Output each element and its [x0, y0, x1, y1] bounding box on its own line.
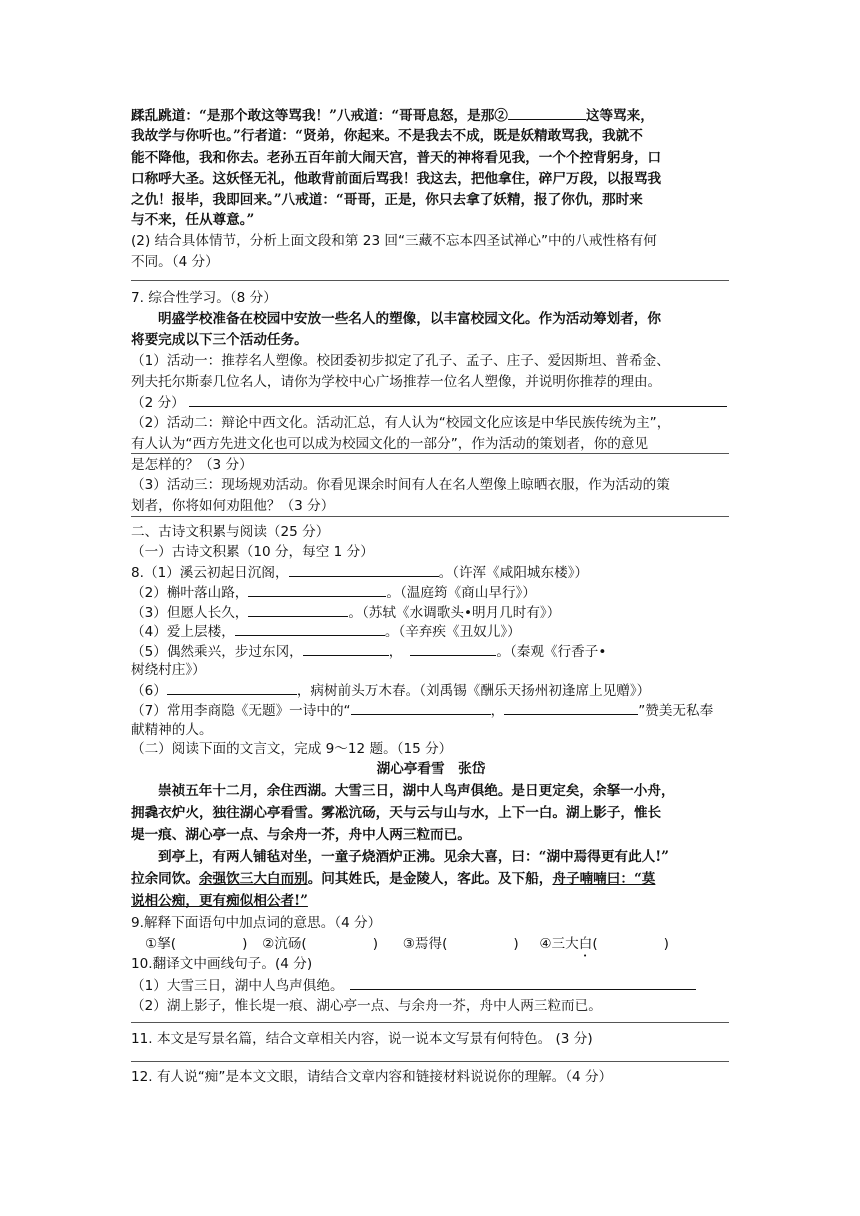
answer-blank[interactable]	[303, 641, 389, 656]
answer-blank[interactable]	[189, 392, 727, 407]
passage-line: 口称呼大圣。这妖怪无礼，他敢背前面后骂我！我这去，把他拿住，碎尸万段，以报骂我	[131, 171, 662, 187]
underlined-sentence: 余强饮三大白而别	[198, 871, 308, 887]
passage-line: 我故学与你听也。”行者道：“贤弟，你起来。不是我去不成，既是妖精敢骂我，我就不	[131, 128, 643, 144]
answer-blank[interactable]	[504, 700, 638, 715]
activity-2: 是怎样的？（3 分）	[131, 457, 253, 473]
question-9-items: ①拏( ) ②沆砀( ) ③焉得( ) ④三大白( )	[145, 936, 669, 952]
answer-blank[interactable]	[410, 641, 496, 656]
question-12: 12. 有人说“痴”是本文文眼，请结合文章内容和链接材料说说你的理解。（4 分）	[131, 1069, 613, 1085]
passage-line: 能不降他，我和你去。老孙五百年前大闹天宫，普天的神将看见我，一个个控背躬身，口	[131, 150, 662, 166]
activity-1: （1）活动一：推荐名人塑像。校团委初步拟定了孔子、孟子、庄子、爱因斯坦、普希金、	[131, 353, 670, 369]
answer-blank[interactable]	[235, 621, 385, 636]
question-8-5-cont: 树绕村庄》）	[131, 662, 206, 678]
question-9-title: 9.解释下面语句中加点词的意思。（4 分）	[131, 915, 382, 931]
article-line: 拥毳衣炉火，独往湖心亭看雪。雾凇沆砀，天与云与山与水，上下一白。湖上影子，惟长	[131, 805, 662, 821]
answer-line[interactable]	[131, 1061, 729, 1062]
article-line: 拉余同饮。余强饮三大白而别。问其姓氏，是金陵人，客此。及下船，舟子喃喃曰：“莫	[131, 871, 656, 887]
question-6-2: (2) 结合具体情节，分析上面文段和第 23 回“三藏不忘本四圣试禅心”中的八戒性格有何	[131, 233, 657, 249]
answer-blank[interactable]	[350, 975, 696, 990]
passage-line	[131, 105, 731, 126]
question-10-title: 10.翻译文中画线句子。(4 分)	[131, 956, 313, 972]
question-6-2-cont: 不同。（4 分）	[131, 254, 219, 270]
answer-blank[interactable]	[248, 582, 386, 597]
answer-line[interactable]	[131, 516, 729, 517]
question-7-intro: 明盛学校准备在校园中安放一些名人的塑像，以丰富校园文化。作为活动筹划者，你	[158, 311, 661, 327]
question-10-1: （1）大雪三日，湖中人鸟声俱绝。	[131, 975, 731, 996]
activity-2: 有人认为“西方先进文化也可以成为校园文化的一部分”，作为活动的策划者，你的意见	[131, 436, 649, 452]
answer-blank[interactable]	[248, 602, 348, 617]
subsection-1-title: （一）古诗文积累（10 分，每空 1 分）	[131, 544, 374, 560]
question-8-1: 8.（1）溪云初起日沉阁， 。（许浑《咸阳城东楼》）	[131, 562, 731, 583]
question-8-2: （2）槲叶落山路， 。（温庭筠《商山早行》）	[131, 582, 731, 603]
answer-line[interactable]	[131, 453, 729, 454]
answer-blank[interactable]	[167, 680, 297, 695]
question-8-7: （7）常用李商隐《无题》一诗中的“ ， ”赞美无私奉	[131, 700, 731, 721]
article-line: 堤一痕、湖心亭一点、与余舟一芥，舟中人两三粒而已。	[131, 827, 471, 843]
article-title: 湖心亭看雪 张岱	[376, 761, 486, 777]
passage-line: 之仇！报毕，我即回来。”八戒道：“哥哥，正是，你只去拿了妖精，报了你仇，那时来	[131, 192, 643, 208]
question-7-intro: 将要完成以下三个活动任务。	[131, 332, 308, 348]
answer-line[interactable]	[131, 1022, 729, 1023]
activity-3: 划者，你将如何劝阻他？（3 分）	[131, 498, 335, 514]
question-8-3: （3）但愿人长久， 。（苏轼《水调歌头•明月几时有》）	[131, 602, 731, 623]
subsection-2-title: （二）阅读下面的文言文，完成 9～12 题。（15 分）	[131, 741, 453, 757]
passage-line: 与不来，任从尊意。”	[131, 212, 255, 228]
question-7-title: 7. 综合性学习。（8 分）	[131, 290, 277, 306]
answer-blank[interactable]	[351, 700, 491, 715]
dotted-word: 白	[578, 936, 593, 952]
activity-2: （2）活动二：辩论中西文化。活动汇总，有人认为“校园文化应该是中华民族传统为主”，	[131, 415, 671, 431]
section-2-title: 二、古诗文积累与阅读（25 分）	[131, 524, 330, 540]
passage-text: 这等骂来，	[585, 108, 654, 124]
answer-blank[interactable]	[508, 105, 586, 120]
question-8-7-cont: 献精神的人。	[131, 722, 213, 738]
article-line: 到亭上，有两人铺毡对坐，一童子烧酒炉正沸。见余大喜，曰：“湖中焉得更有此人!”	[158, 849, 669, 865]
question-11: 11. 本文是写景名篇，结合文章相关内容，说一说本文写景有何特色。 (3 分)	[131, 1031, 593, 1047]
article-line	[131, 891, 731, 911]
activity-1: 列夫托尔斯泰几位名人，请你为学校中心广场推荐一位名人塑像，并说明你推荐的理由。	[131, 374, 662, 390]
underlined-sentence: 说相公痴，更有痴似相公者!”	[131, 893, 308, 909]
question-8-6: （6） ，病树前头万木春。（刘禹锡《酬乐天扬州初逢席上见赠》）	[131, 680, 731, 701]
question-10-2: （2）湖上影子，惟长堤一痕、湖心亭一点、与余舟一芥，舟中人两三粒而已。	[131, 998, 602, 1014]
activity-1-score: （2 分）	[131, 392, 731, 413]
answer-line[interactable]	[131, 280, 729, 281]
article-line: 崇祯五年十二月，余住西湖。大雪三日，湖中人鸟声俱绝。是日更定矣，余拏一小舟，	[158, 783, 675, 799]
underlined-sentence: 舟子喃喃曰：“莫	[552, 871, 656, 887]
passage-text: 蹂乱跳道：“是那个敢这等骂我！”八戒道：“哥哥息怒，是那②	[131, 108, 508, 124]
answer-blank[interactable]	[289, 562, 439, 577]
activity-3: （3）活动三：现场规劝活动。你看见课余时间有人在名人塑像上晾晒衣服，作为活动的策	[131, 477, 670, 493]
question-8-4: （4）爱上层楼， 。（辛弃疾《丑奴儿》）	[131, 621, 731, 642]
question-8-5: （5）偶然乘兴，步过东冈， ， 。（秦观《行香子•	[131, 641, 731, 662]
